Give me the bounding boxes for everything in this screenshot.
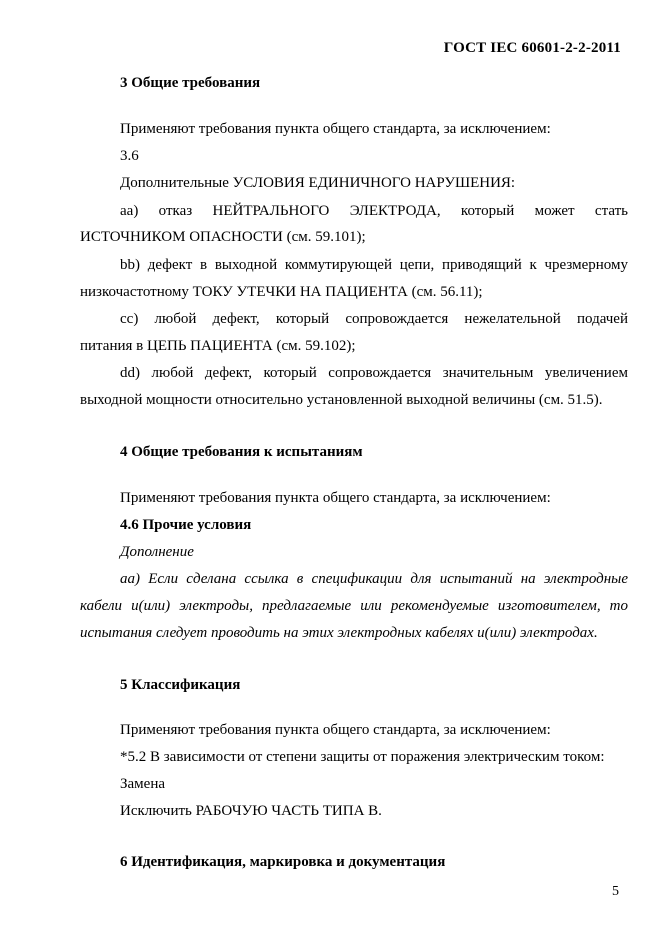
list-item-cc-line1: cc) любой дефект, который сопровождается нежелательной подачей xyxy=(120,311,628,327)
section-4-heading: 4 Общие требования к испытаниям xyxy=(120,444,363,460)
clause-number: 3.6 xyxy=(120,148,139,164)
list-item-aa-line2: ИСТОЧНИКОМ ОПАСНОСТИ (см. 59.101); xyxy=(80,229,366,245)
list-item-cc-line2: питания в ЦЕПЬ ПАЦИЕНТА (см. 59.102); xyxy=(80,338,356,354)
paragraph: Применяют требования пункта общего стандарта, за исключением: xyxy=(120,490,551,506)
list-item-dd-line1: dd) любой дефект, который сопровождается значительным увеличением xyxy=(120,365,628,381)
list-item-bb-line2: низкочастотному ТОКУ УТЕЧКИ НА ПАЦИЕНТА (см. 56.11); xyxy=(80,284,483,300)
paragraph: Применяют требования пункта общего стандарта, за исключением: xyxy=(120,722,551,738)
standard-code: ГОСТ IEC 60601-2-2-2011 xyxy=(443,40,621,56)
list-item-bb-line1: bb) дефект в выходной коммутирующей цепи, приводящий к чрезмерному xyxy=(120,257,628,273)
list-item-aa-line1: аа) Если сделана ссылка в спецификации для испытаний на электродные xyxy=(120,571,628,587)
paragraph: Исключить РАБОЧУЮ ЧАСТЬ ТИПА В. xyxy=(120,803,382,819)
section-3-heading: 3 Общие требования xyxy=(120,75,261,91)
list-item-aa-line2: кабели и(или) электроды, предлагаемые или рекомендуемые изготовителем, то xyxy=(80,598,628,614)
replacement-label: Замена xyxy=(120,776,166,792)
paragraph: *5.2 В зависимости от степени защиты от поражения электрическим током: xyxy=(120,749,605,765)
paragraph: Дополнительные УСЛОВИЯ ЕДИНИЧНОГО НАРУШЕНИЯ: xyxy=(120,175,516,191)
list-item-aa-line3: испытания следует проводить на этих электродных кабелях и(или) электродах. xyxy=(80,625,598,641)
addition-label: Дополнение xyxy=(120,544,194,560)
section-5-heading: 5 Классификация xyxy=(120,677,241,693)
subclause-heading: 4.6 Прочие условия xyxy=(120,517,252,533)
paragraph: Применяют требования пункта общего стандарта, за исключением: xyxy=(120,121,551,137)
page-number: 5 xyxy=(612,884,619,899)
list-item-aa-line1: аа) отказ НЕЙТРАЛЬНОГО ЭЛЕКТРОДА, который может стать xyxy=(120,203,628,219)
section-6-heading: 6 Идентификация, маркировка и документация xyxy=(120,854,446,870)
list-item-dd-line2: выходной мощности относительно установленной выходной величины (см. 51.5). xyxy=(80,392,603,408)
